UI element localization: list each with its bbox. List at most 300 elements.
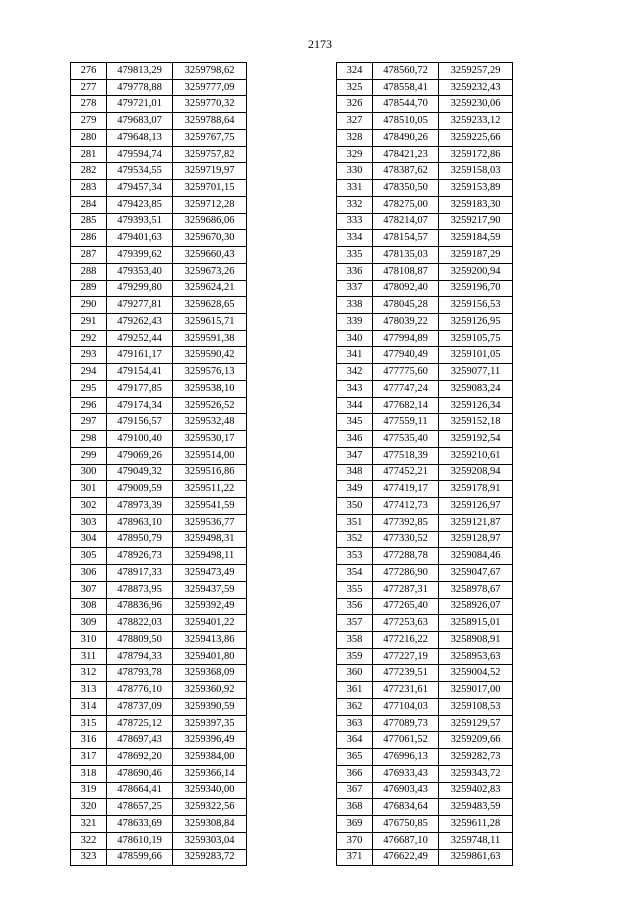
point-number-cell: 354 (337, 565, 373, 582)
y-coordinate-cell: 3259670,30 (173, 230, 247, 247)
x-coordinate-cell: 479262,43 (107, 314, 173, 331)
table-row (337, 79, 513, 96)
point-number-cell: 319 (71, 782, 107, 799)
y-coordinate-cell: 3258915,01 (439, 615, 513, 632)
x-coordinate-cell: 478490,26 (373, 129, 439, 146)
y-coordinate-cell: 3259083,24 (439, 380, 513, 397)
point-number-cell: 364 (337, 732, 373, 749)
table-row (71, 431, 247, 448)
table-row (71, 581, 247, 598)
point-number-cell: 312 (71, 665, 107, 682)
x-coordinate-cell: 479457,34 (107, 180, 173, 197)
x-coordinate-cell: 479299,80 (107, 280, 173, 297)
point-number-cell: 350 (337, 498, 373, 515)
y-coordinate-cell: 3259483,59 (439, 799, 513, 816)
x-coordinate-cell: 478950,79 (107, 531, 173, 548)
x-coordinate-cell: 479401,63 (107, 230, 173, 247)
table-row (337, 464, 513, 481)
point-number-cell: 279 (71, 113, 107, 130)
page-number: 2173 (308, 37, 332, 51)
y-coordinate-cell: 3259126,95 (439, 314, 513, 331)
point-number-cell: 305 (71, 548, 107, 565)
y-coordinate-cell: 3259437,59 (173, 581, 247, 598)
x-coordinate-cell: 477227,19 (373, 648, 439, 665)
y-coordinate-cell: 3259077,11 (439, 364, 513, 381)
x-coordinate-cell: 479534,55 (107, 163, 173, 180)
table-row (337, 581, 513, 598)
x-coordinate-cell: 479156,57 (107, 414, 173, 431)
x-coordinate-cell: 478692,20 (107, 749, 173, 766)
x-coordinate-cell: 477104,03 (373, 698, 439, 715)
y-coordinate-cell: 3259158,03 (439, 163, 513, 180)
table-row (337, 447, 513, 464)
point-number-cell: 308 (71, 598, 107, 615)
table-row (337, 782, 513, 799)
point-number-cell: 292 (71, 330, 107, 347)
x-coordinate-cell: 477559,11 (373, 414, 439, 431)
x-coordinate-cell: 478135,03 (373, 247, 439, 264)
table-row (337, 113, 513, 130)
point-number-cell: 324 (337, 63, 373, 80)
x-coordinate-cell: 478873,95 (107, 581, 173, 598)
x-coordinate-cell: 477216,22 (373, 631, 439, 648)
table-row (71, 230, 247, 247)
point-number-cell: 323 (71, 849, 107, 866)
point-number-cell: 316 (71, 732, 107, 749)
x-coordinate-cell: 479252,44 (107, 330, 173, 347)
x-coordinate-cell: 477518,39 (373, 447, 439, 464)
point-number-cell: 326 (337, 96, 373, 113)
point-number-cell: 349 (337, 481, 373, 498)
y-coordinate-cell: 3259283,72 (173, 849, 247, 866)
x-coordinate-cell: 477994,89 (373, 330, 439, 347)
point-number-cell: 346 (337, 431, 373, 448)
point-number-cell: 351 (337, 514, 373, 531)
y-coordinate-cell: 3259004,52 (439, 665, 513, 682)
point-number-cell: 337 (337, 280, 373, 297)
point-number-cell: 317 (71, 749, 107, 766)
point-number-cell: 352 (337, 531, 373, 548)
table-row (71, 146, 247, 163)
x-coordinate-cell: 479393,51 (107, 213, 173, 230)
y-coordinate-cell: 3259196,70 (439, 280, 513, 297)
point-number-cell: 290 (71, 297, 107, 314)
y-coordinate-cell: 3259624,21 (173, 280, 247, 297)
x-coordinate-cell: 479353,40 (107, 263, 173, 280)
point-number-cell: 348 (337, 464, 373, 481)
point-number-cell: 353 (337, 548, 373, 565)
y-coordinate-cell: 3259473,49 (173, 565, 247, 582)
x-coordinate-cell: 479174,34 (107, 397, 173, 414)
y-coordinate-cell: 3259536,77 (173, 514, 247, 531)
point-number-cell: 313 (71, 682, 107, 699)
x-coordinate-cell: 477089,73 (373, 715, 439, 732)
y-coordinate-cell: 3259128,97 (439, 531, 513, 548)
y-coordinate-cell: 3259401,80 (173, 648, 247, 665)
point-number-cell: 314 (71, 698, 107, 715)
point-number-cell: 298 (71, 431, 107, 448)
table-row (71, 414, 247, 431)
x-coordinate-cell: 478387,62 (373, 163, 439, 180)
x-coordinate-cell: 479177,85 (107, 380, 173, 397)
x-coordinate-cell: 478045,28 (373, 297, 439, 314)
table-row (71, 799, 247, 816)
table-row (337, 314, 513, 331)
y-coordinate-cell: 3259413,86 (173, 631, 247, 648)
x-coordinate-cell: 478657,25 (107, 799, 173, 816)
table-row (337, 648, 513, 665)
x-coordinate-cell: 478664,41 (107, 782, 173, 799)
y-coordinate-cell: 3259225,66 (439, 129, 513, 146)
y-coordinate-cell: 3259615,71 (173, 314, 247, 331)
table-row (71, 816, 247, 833)
y-coordinate-cell: 3259396,49 (173, 732, 247, 749)
table-row (71, 531, 247, 548)
table-row (71, 96, 247, 113)
table-row (337, 665, 513, 682)
table-row (71, 631, 247, 648)
y-coordinate-cell: 3259402,83 (439, 782, 513, 799)
table-row (337, 481, 513, 498)
y-coordinate-cell: 3259390,59 (173, 698, 247, 715)
point-number-cell: 320 (71, 799, 107, 816)
x-coordinate-cell: 478809,50 (107, 631, 173, 648)
table-row (337, 330, 513, 347)
x-coordinate-cell: 478558,41 (373, 79, 439, 96)
x-coordinate-cell: 476750,85 (373, 816, 439, 833)
x-coordinate-cell: 477288,78 (373, 548, 439, 565)
y-coordinate-cell: 3259686,06 (173, 213, 247, 230)
x-coordinate-cell: 479277,81 (107, 297, 173, 314)
x-coordinate-cell: 478794,33 (107, 648, 173, 665)
y-coordinate-cell: 3259757,82 (173, 146, 247, 163)
x-coordinate-cell: 479721,01 (107, 96, 173, 113)
x-coordinate-cell: 477265,40 (373, 598, 439, 615)
table-row (337, 297, 513, 314)
y-coordinate-cell: 3259126,97 (439, 498, 513, 515)
x-coordinate-cell: 478725,12 (107, 715, 173, 732)
table-row (337, 414, 513, 431)
table-row (71, 682, 247, 699)
y-coordinate-cell: 3259121,87 (439, 514, 513, 531)
table-row (337, 230, 513, 247)
y-coordinate-cell: 3259233,12 (439, 113, 513, 130)
table-row (71, 163, 247, 180)
table-row (337, 397, 513, 414)
table-row (337, 213, 513, 230)
table-row (337, 247, 513, 264)
coordinates-table-right (336, 62, 513, 866)
table-row (71, 615, 247, 632)
x-coordinate-cell: 479399,62 (107, 247, 173, 264)
y-coordinate-cell: 3259343,72 (439, 765, 513, 782)
y-coordinate-cell: 3259748,11 (439, 832, 513, 849)
y-coordinate-cell: 3259153,89 (439, 180, 513, 197)
table-row (71, 364, 247, 381)
table-row (337, 498, 513, 515)
y-coordinate-cell: 3259498,31 (173, 531, 247, 548)
x-coordinate-cell: 478963,10 (107, 514, 173, 531)
y-coordinate-cell: 3259322,56 (173, 799, 247, 816)
x-coordinate-cell: 479778,88 (107, 79, 173, 96)
point-number-cell: 343 (337, 380, 373, 397)
x-coordinate-cell: 477392,85 (373, 514, 439, 531)
table-row (337, 799, 513, 816)
y-coordinate-cell: 3259719,97 (173, 163, 247, 180)
x-coordinate-cell: 478822,03 (107, 615, 173, 632)
x-coordinate-cell: 478633,69 (107, 816, 173, 833)
x-coordinate-cell: 479813,29 (107, 63, 173, 80)
point-number-cell: 311 (71, 648, 107, 665)
y-coordinate-cell: 3259366,14 (173, 765, 247, 782)
point-number-cell: 329 (337, 146, 373, 163)
x-coordinate-cell: 476996,13 (373, 749, 439, 766)
y-coordinate-cell: 3259401,22 (173, 615, 247, 632)
table-row (71, 297, 247, 314)
point-number-cell: 287 (71, 247, 107, 264)
y-coordinate-cell: 3259129,57 (439, 715, 513, 732)
table-row (71, 280, 247, 297)
y-coordinate-cell: 3259108,53 (439, 698, 513, 715)
x-coordinate-cell: 478275,00 (373, 196, 439, 213)
point-number-cell: 360 (337, 665, 373, 682)
y-coordinate-cell: 3259101,05 (439, 347, 513, 364)
table-row (337, 732, 513, 749)
table-row (71, 180, 247, 197)
table-row (337, 163, 513, 180)
y-coordinate-cell: 3259257,29 (439, 63, 513, 80)
table-row (71, 782, 247, 799)
point-number-cell: 302 (71, 498, 107, 515)
table-row (337, 263, 513, 280)
y-coordinate-cell: 3259183,30 (439, 196, 513, 213)
table-row (337, 380, 513, 397)
point-number-cell: 284 (71, 196, 107, 213)
point-number-cell: 347 (337, 447, 373, 464)
y-coordinate-cell: 3259384,00 (173, 749, 247, 766)
point-number-cell: 369 (337, 816, 373, 833)
table-row (71, 314, 247, 331)
point-number-cell: 357 (337, 615, 373, 632)
point-number-cell: 289 (71, 280, 107, 297)
y-coordinate-cell: 3259105,75 (439, 330, 513, 347)
x-coordinate-cell: 478737,09 (107, 698, 173, 715)
x-coordinate-cell: 478214,07 (373, 213, 439, 230)
x-coordinate-cell: 479423,85 (107, 196, 173, 213)
y-coordinate-cell: 3259397,35 (173, 715, 247, 732)
table-row (71, 129, 247, 146)
y-coordinate-cell: 3259590,42 (173, 347, 247, 364)
table-row (337, 698, 513, 715)
point-number-cell: 304 (71, 531, 107, 548)
point-number-cell: 336 (337, 263, 373, 280)
y-coordinate-cell: 3259217,90 (439, 213, 513, 230)
x-coordinate-cell: 477419,17 (373, 481, 439, 498)
x-coordinate-cell: 476933,43 (373, 765, 439, 782)
x-coordinate-cell: 477286,90 (373, 565, 439, 582)
point-number-cell: 345 (337, 414, 373, 431)
y-coordinate-cell: 3259767,75 (173, 129, 247, 146)
table-row (71, 196, 247, 213)
y-coordinate-cell: 3259152,18 (439, 414, 513, 431)
point-number-cell: 334 (337, 230, 373, 247)
point-number-cell: 327 (337, 113, 373, 130)
point-number-cell: 366 (337, 765, 373, 782)
y-coordinate-cell: 3259673,26 (173, 263, 247, 280)
y-coordinate-cell: 3259232,43 (439, 79, 513, 96)
x-coordinate-cell: 476622,49 (373, 849, 439, 866)
x-coordinate-cell: 479154,41 (107, 364, 173, 381)
y-coordinate-cell: 3259126,34 (439, 397, 513, 414)
y-coordinate-cell: 3259576,13 (173, 364, 247, 381)
table-row (71, 514, 247, 531)
table-row (337, 816, 513, 833)
table-row (71, 665, 247, 682)
x-coordinate-cell: 478926,73 (107, 548, 173, 565)
y-coordinate-cell: 3259514,00 (173, 447, 247, 464)
point-number-cell: 322 (71, 832, 107, 849)
x-coordinate-cell: 478039,22 (373, 314, 439, 331)
y-coordinate-cell: 3259187,29 (439, 247, 513, 264)
x-coordinate-cell: 477940,49 (373, 347, 439, 364)
y-coordinate-cell: 3259498,11 (173, 548, 247, 565)
x-coordinate-cell: 478599,66 (107, 849, 173, 866)
table-row (337, 146, 513, 163)
point-number-cell: 301 (71, 481, 107, 498)
y-coordinate-cell: 3259360,92 (173, 682, 247, 699)
x-coordinate-cell: 479648,13 (107, 129, 173, 146)
point-number-cell: 307 (71, 581, 107, 598)
x-coordinate-cell: 478421,23 (373, 146, 439, 163)
y-coordinate-cell: 3259172,86 (439, 146, 513, 163)
table-row (71, 63, 247, 80)
point-number-cell: 300 (71, 464, 107, 481)
table-row (71, 447, 247, 464)
table-row (337, 565, 513, 582)
x-coordinate-cell: 478690,46 (107, 765, 173, 782)
table-row (71, 648, 247, 665)
x-coordinate-cell: 478350,50 (373, 180, 439, 197)
y-coordinate-cell: 3259788,64 (173, 113, 247, 130)
point-number-cell: 340 (337, 330, 373, 347)
table-row (337, 280, 513, 297)
table-row (71, 849, 247, 866)
point-number-cell: 325 (337, 79, 373, 96)
table-row (337, 548, 513, 565)
point-number-cell: 295 (71, 380, 107, 397)
x-coordinate-cell: 478697,43 (107, 732, 173, 749)
point-number-cell: 280 (71, 129, 107, 146)
y-coordinate-cell: 3259511,22 (173, 481, 247, 498)
y-coordinate-cell: 3259200,94 (439, 263, 513, 280)
y-coordinate-cell: 3259712,28 (173, 196, 247, 213)
table-row (337, 849, 513, 866)
table-row (71, 749, 247, 766)
point-number-cell: 356 (337, 598, 373, 615)
table-row (337, 531, 513, 548)
x-coordinate-cell: 478092,40 (373, 280, 439, 297)
x-coordinate-cell: 477253,63 (373, 615, 439, 632)
point-number-cell: 278 (71, 96, 107, 113)
point-number-cell: 367 (337, 782, 373, 799)
point-number-cell: 355 (337, 581, 373, 598)
point-number-cell: 365 (337, 749, 373, 766)
x-coordinate-cell: 477061,52 (373, 732, 439, 749)
y-coordinate-cell: 3259392,49 (173, 598, 247, 615)
table-row (71, 498, 247, 515)
x-coordinate-cell: 478610,19 (107, 832, 173, 849)
y-coordinate-cell: 3259538,10 (173, 380, 247, 397)
table-row (337, 514, 513, 531)
point-number-cell: 293 (71, 347, 107, 364)
point-number-cell: 297 (71, 414, 107, 431)
y-coordinate-cell: 3259308,84 (173, 816, 247, 833)
y-coordinate-cell: 3258926,07 (439, 598, 513, 615)
y-coordinate-cell: 3259861,63 (439, 849, 513, 866)
point-number-cell: 342 (337, 364, 373, 381)
x-coordinate-cell: 477287,31 (373, 581, 439, 598)
x-coordinate-cell: 479100,40 (107, 431, 173, 448)
x-coordinate-cell: 477682,14 (373, 397, 439, 414)
x-coordinate-cell: 478973,39 (107, 498, 173, 515)
table-row (337, 364, 513, 381)
x-coordinate-cell: 477231,61 (373, 682, 439, 699)
y-coordinate-cell: 3259210,61 (439, 447, 513, 464)
table-row (337, 682, 513, 699)
point-number-cell: 321 (71, 816, 107, 833)
x-coordinate-cell: 478544,70 (373, 96, 439, 113)
point-number-cell: 282 (71, 163, 107, 180)
point-number-cell: 330 (337, 163, 373, 180)
table-row (337, 180, 513, 197)
point-number-cell: 315 (71, 715, 107, 732)
point-number-cell: 341 (337, 347, 373, 364)
point-number-cell: 288 (71, 263, 107, 280)
point-number-cell: 335 (337, 247, 373, 264)
point-number-cell: 359 (337, 648, 373, 665)
point-number-cell: 286 (71, 230, 107, 247)
point-number-cell: 358 (337, 631, 373, 648)
table-row (71, 113, 247, 130)
x-coordinate-cell: 478793,78 (107, 665, 173, 682)
table-row (71, 247, 247, 264)
table-row (71, 79, 247, 96)
table-row (337, 431, 513, 448)
y-coordinate-cell: 3259047,67 (439, 565, 513, 582)
x-coordinate-cell: 479069,26 (107, 447, 173, 464)
point-number-cell: 299 (71, 447, 107, 464)
table-row (337, 749, 513, 766)
point-number-cell: 310 (71, 631, 107, 648)
point-number-cell: 303 (71, 514, 107, 531)
table-row (337, 615, 513, 632)
y-coordinate-cell: 3259178,91 (439, 481, 513, 498)
table-row (71, 765, 247, 782)
x-coordinate-cell: 477412,73 (373, 498, 439, 515)
y-coordinate-cell: 3259530,17 (173, 431, 247, 448)
table-row (337, 63, 513, 80)
point-number-cell: 283 (71, 180, 107, 197)
point-number-cell: 306 (71, 565, 107, 582)
point-number-cell: 368 (337, 799, 373, 816)
table-row (337, 765, 513, 782)
y-coordinate-cell: 3259770,32 (173, 96, 247, 113)
x-coordinate-cell: 477452,21 (373, 464, 439, 481)
x-coordinate-cell: 478917,33 (107, 565, 173, 582)
y-coordinate-cell: 3259777,09 (173, 79, 247, 96)
y-coordinate-cell: 3259591,38 (173, 330, 247, 347)
point-number-cell: 331 (337, 180, 373, 197)
